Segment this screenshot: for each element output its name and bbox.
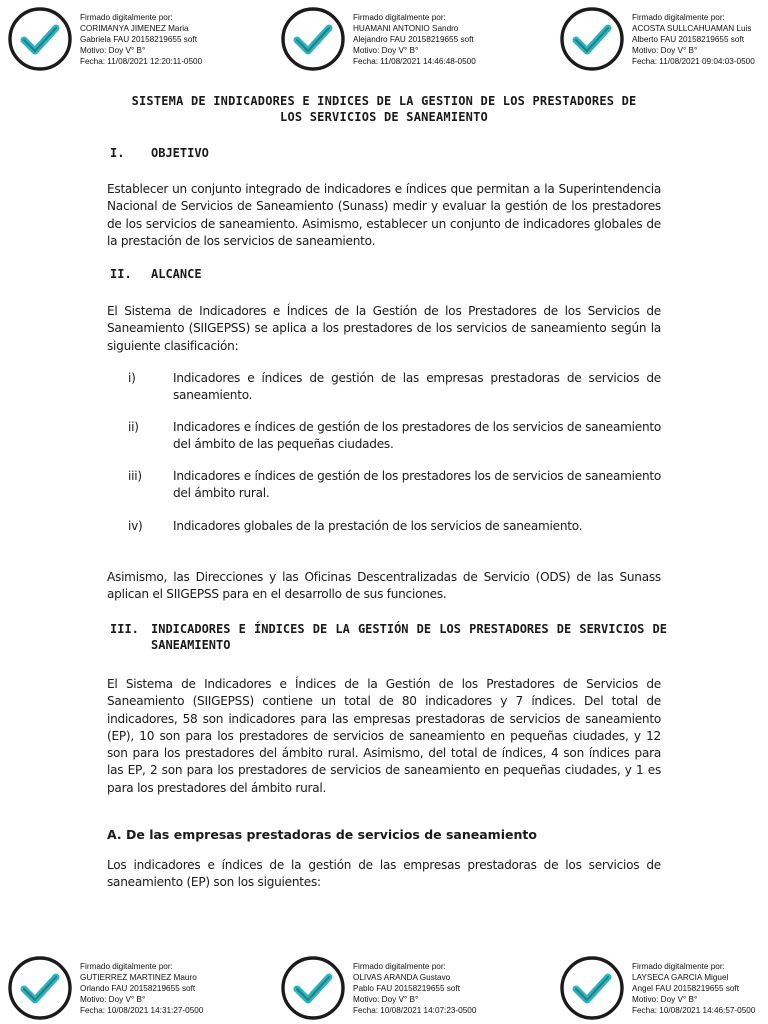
alcance-closing-paragraph: Asimismo, las Direcciones y las Oficinas Descentralizadas de Servicio (ODS) de las Sunass aplican el SIIGEPSS para en el desarrollo de sus funciones. [107, 570, 661, 602]
signature-reason: Motivo: Doy V° B° [632, 995, 698, 1004]
document-title-line-2: LOS SERVICIOS DE SANEAMIENTO [280, 110, 488, 124]
subsection-paragraph: Los indicadores e índices de la gestión de las empresas prestadoras de los servicios de saneamiento (EP) son los siguientes: [107, 858, 661, 890]
list-item-text: Indicadores e índices de gestión de los prestadores de los servicios de saneamiento del ámbito de las pequeñas ciudades. [173, 420, 661, 452]
objetivo-paragraph: Establecer un conjunto integrado de indicadores e índices que permitan a la Superintendencia Nacional de Servicios de Saneamiento (Sunass) medir y evaluar la gestión de los prestadores de los servicios de saneamiento. Asimismo, establecer un conjunto de indicadores globales de la prestación de los servicios de saneamiento. [107, 182, 661, 248]
section-title: ALCANCE [151, 267, 202, 281]
signature-reason: Motivo: Doy V° B° [80, 46, 146, 55]
section-number: II. [110, 267, 132, 281]
signature-stamp-5 [279, 953, 509, 1023]
signature-stamp-2 [279, 4, 509, 74]
signature-check-icon [6, 953, 76, 1023]
signature-stamp-1 [6, 4, 236, 74]
signature-stamp-3 [558, 4, 768, 74]
signature-label: Firmado digitalmente por: [632, 962, 725, 971]
document-title-line-1: SISTEMA DE INDICADORES E INDICES DE LA GESTION DE LOS PRESTADORES DE [131, 94, 637, 108]
signature-date: Fecha: 10/08/2021 14:46:57-0500 [632, 1006, 756, 1015]
list-item-number: ii) [128, 420, 139, 434]
section-heading-indicadores [107, 621, 667, 653]
signer-detail: Alberto FAU 20158219655 soft [632, 35, 744, 44]
signature-info [353, 12, 513, 67]
signer-name: LAYSECA GARCIA Miguel [632, 973, 729, 982]
signature-label: Firmado digitalmente por: [353, 13, 446, 22]
signer-detail: Angel FAU 20158219655 soft [632, 984, 739, 993]
signature-check-icon [558, 4, 628, 74]
section-number: III. [110, 622, 139, 636]
signature-check-icon [6, 4, 76, 74]
signature-date: Fecha: 11/08/2021 14:46:48-0500 [353, 57, 476, 66]
section-heading-alcance [107, 266, 667, 282]
signature-reason: Motivo: Doy V° B° [632, 46, 698, 55]
signature-label: Firmado digitalmente por: [80, 13, 173, 22]
signature-check-icon [279, 4, 349, 74]
signer-detail: Gabriela FAU 20158219655 soft [80, 35, 197, 44]
section-title: INDICADORES E ÍNDICES DE LA GESTIÓN DE LOS PRESTADORES DE SERVICIOS DE SANEAMIENTO [151, 622, 667, 652]
signer-detail: Alejandro FAU 20158219655 soft [353, 35, 474, 44]
signature-label: Firmado digitalmente por: [353, 962, 446, 971]
signer-detail: Pablo FAU 20158219655 soft [353, 984, 460, 993]
signature-check-icon [558, 953, 628, 1023]
signer-name: HUAMANI ANTONIO Sandro [353, 24, 459, 33]
signature-reason: Motivo: Doy V° B° [80, 995, 146, 1004]
signature-date: Fecha: 10/08/2021 14:31:27-0500 [80, 1006, 204, 1015]
signature-stamp-6 [558, 953, 768, 1023]
document-title [100, 93, 668, 125]
list-item-number: iii) [128, 469, 142, 483]
signature-label: Firmado digitalmente por: [632, 13, 725, 22]
signature-date: Fecha: 11/08/2021 12:20:11-0500 [80, 57, 203, 66]
subsection-heading: A. De las empresas prestadoras de servicios de saneamiento [107, 827, 537, 842]
list-item-number: i) [128, 371, 136, 385]
signature-reason: Motivo: Doy V° B° [353, 46, 419, 55]
signature-reason: Motivo: Doy V° B° [353, 995, 419, 1004]
section-title: OBJETIVO [151, 146, 209, 160]
signer-name: CORIMANYA JIMENEZ Maria [80, 24, 189, 33]
signature-check-icon [279, 953, 349, 1023]
signer-name: GUTIERREZ MARTINEZ Mauro [80, 973, 197, 982]
list-item-text: Indicadores e índices de gestión de las empresas prestadoras de servicios de saneamiento. [173, 371, 661, 403]
signature-label: Firmado digitalmente por: [80, 962, 173, 971]
signer-name: OLIVAS ARANDA Gustavo [353, 973, 451, 982]
signature-info [632, 12, 768, 67]
signer-detail: Orlando FAU 20158219655 soft [80, 984, 196, 993]
signature-info [80, 961, 240, 1016]
list-item-number: iv) [128, 519, 143, 533]
signature-date: Fecha: 11/08/2021 09:04:03-0500 [632, 57, 755, 66]
signature-info [353, 961, 513, 1016]
signature-date: Fecha: 10/08/2021 14:07:23-0500 [353, 1006, 477, 1015]
list-item-text: Indicadores e índices de gestión de los prestadores los de servicios de saneamiento del ámbito rural. [173, 469, 661, 501]
signature-stamp-4 [6, 953, 236, 1023]
indicadores-paragraph: El Sistema de Indicadores e Índices de la Gestión de los Prestadores de Servicios de Saneamiento (SIIGEPSS) contiene un total de 80 indicadores y 7 índices. Del total de indicadores, 58 son indicadores para las empresas prestadoras de servicios de saneamiento (EP), 10 son para los prestadores de servicios de saneamiento en pequeñas ciudades, y 12 son para los prestadores del ámbito rural. Asimismo, del total de índices, 4 son índices para las EP, 2 son para los prestadores de servicios de saneamiento en pequeñas ciudades, y 1 es para los prestadores del ámbito rural. [107, 677, 661, 795]
signer-name: ACOSTA SULLCAHUAMAN Luis [632, 24, 752, 33]
signature-info [632, 961, 768, 1016]
section-heading-objetivo [107, 145, 667, 161]
list-item-text: Indicadores globales de la prestación de los servicios de saneamiento. [173, 519, 583, 533]
alcance-intro-paragraph: El Sistema de Indicadores e Índices de la Gestión de los Prestadores de los Servicios de Saneamiento (SIIGEPSS) se aplica a los prestadores de los servicios de saneamiento según la siguiente clasificación: [107, 304, 661, 353]
signature-info [80, 12, 240, 67]
section-number: I. [110, 146, 125, 160]
